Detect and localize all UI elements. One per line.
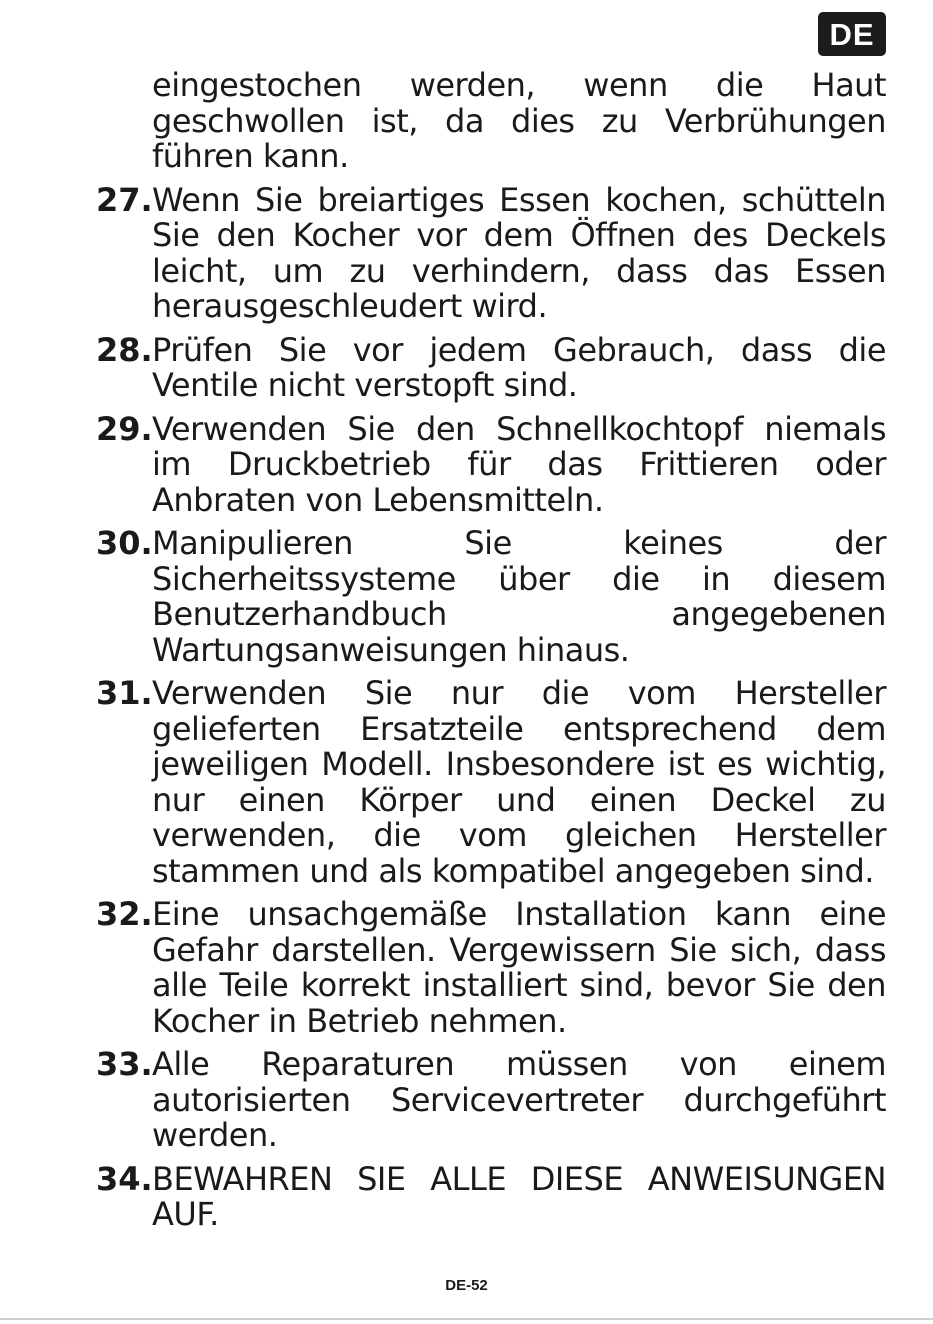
bottom-divider <box>0 1318 933 1320</box>
list-item <box>96 409 886 519</box>
instructions-list <box>96 68 886 1241</box>
list-item <box>96 1159 886 1233</box>
item-number: 32. <box>96 895 153 933</box>
item-text: eingestochen werden, wenn die Haut geschwollen ist, da dies zu Verbrühungen führen kann. <box>152 66 886 175</box>
item-text: Verwenden Sie nur die vom Hersteller gelieferten Ersatzteile entsprechend dem jeweiligen Modell. Insbesondere ist es wichtig, nur einen Körper und einen Deckel zu verwenden, die vom gleichen Hersteller stammen und als kompatibel angegeben sind. <box>152 674 886 890</box>
item-text: Manipulieren Sie keines der Sicherheitssysteme über die in diesem Benutzerhandbuch angegebenen Wartungsanweisungen hinaus. <box>152 524 886 669</box>
item-text: BEWAHREN SIE ALLE DIESE ANWEISUNGEN AUF. <box>152 1159 886 1233</box>
list-item <box>96 676 886 889</box>
list-item <box>96 1047 886 1154</box>
item-number: 29. <box>96 409 153 448</box>
language-badge: DE <box>818 12 886 56</box>
list-item-continuation <box>96 68 886 175</box>
page-number: DE-52 <box>445 1277 488 1294</box>
list-item <box>96 526 886 668</box>
item-text: Wenn Sie breiartiges Essen kochen, schütteln Sie den Kocher vor dem Öffnen des Deckels leicht, um zu verhindern, dass das Essen herausgeschleudert wird. <box>152 180 886 325</box>
list-item <box>96 180 886 325</box>
item-text: Alle Reparaturen müssen von einem autorisierten Servicevertreter durchgeführt werden. <box>152 1045 886 1154</box>
item-number: 27. <box>96 180 153 219</box>
item-number: 30. <box>96 524 153 562</box>
list-item <box>96 897 886 1039</box>
item-number: 34. <box>96 1159 153 1198</box>
item-text: Verwenden Sie den Schnellkochtopf niemals im Druckbetrieb für das Frittieren oder Anbraten von Lebensmitteln. <box>152 409 886 519</box>
item-text: Eine unsachgemäße Installation kann eine Gefahr darstellen. Vergewissern Sie sich, dass alle Teile korrekt installiert sind, bevor Sie den Kocher in Betrieb nehmen. <box>152 895 886 1040</box>
item-number: 28. <box>96 330 153 369</box>
item-number: 33. <box>96 1045 153 1083</box>
item-number: 31. <box>96 674 153 712</box>
list-item <box>96 330 886 404</box>
item-text: Prüfen Sie vor jedem Gebrauch, dass die Ventile nicht verstopft sind. <box>152 330 886 404</box>
